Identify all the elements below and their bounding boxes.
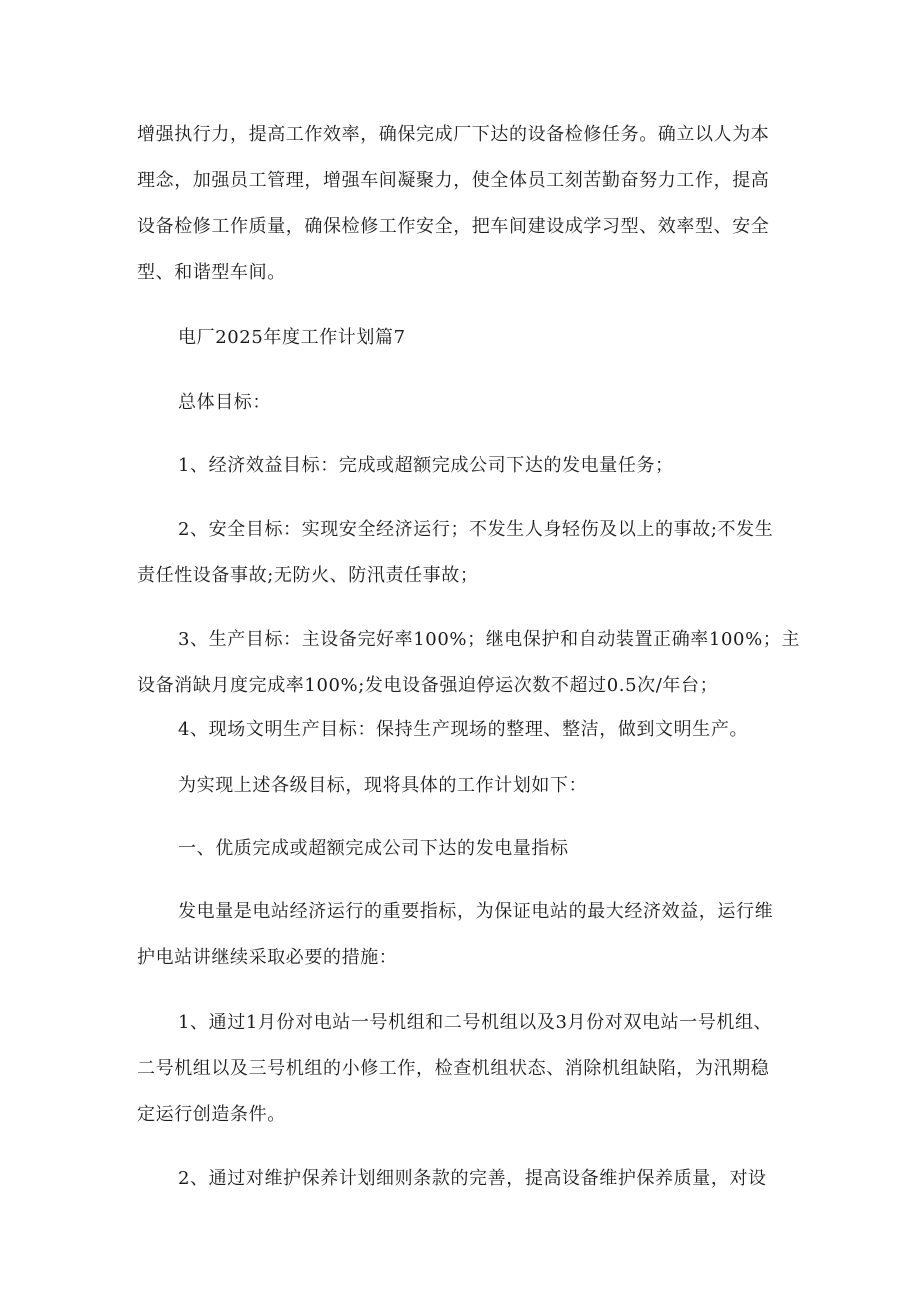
paragraph-line: 增强执行力，提高工作效率，确保完成厂下达的设备检修任务。确立以人为本 bbox=[137, 124, 770, 145]
goal-item-safety: 2、安全目标：实现安全经济运行；不发生人身轻伤及以上的事故;不发生 bbox=[178, 519, 774, 540]
paragraph-line: 理念，加强员工管理，增强车间凝聚力，使全体员工刻苦勤奋努力工作，提高 bbox=[137, 170, 770, 191]
subsection-heading: 一、优质完成或超额完成公司下达的发电量指标 bbox=[178, 838, 569, 859]
paragraph-line: 护电站讲继续采取必要的措施： bbox=[137, 947, 398, 968]
paragraph-line: 责任性设备事故;无防火、防汛责任事故； bbox=[137, 565, 479, 586]
section-heading: 电厂2025年度工作计划篇7 bbox=[178, 327, 406, 348]
measure-item-2: 2、通过对维护保养计划细则条款的完善，提高设备维护保养质量，对设 bbox=[178, 1168, 767, 1189]
paragraph-line: 型、和谐型车间。 bbox=[137, 262, 286, 283]
goal-item-civilized: 4、现场文明生产目标：保持生产现场的整理、整洁，做到文明生产。 bbox=[178, 719, 749, 740]
plan-intro: 为实现上述各级目标，现将具体的工作计划如下： bbox=[178, 775, 588, 796]
paragraph-line: 二号机组以及三号机组的小修工作，检查机组状态、消除机组缺陷，为汛期稳 bbox=[137, 1058, 770, 1079]
paragraph-line: 发电量是电站经济运行的重要指标，为保证电站的最大经济效益，运行维 bbox=[178, 901, 774, 922]
measure-item-1: 1、通过1月份对电站一号机组和二号机组以及3月份对双电站一号机组、 bbox=[178, 1012, 773, 1033]
paragraph-line: 设备消缺月度完成率100%;发电设备强迫停运次数不超过0.5次/年台； bbox=[137, 675, 719, 696]
goal-item-economic: 1、经济效益目标：完成或超额完成公司下达的发电量任务； bbox=[178, 455, 674, 476]
overall-goal-heading: 总体目标： bbox=[178, 392, 271, 413]
goal-item-production: 3、生产目标：主设备完好率100%；继电保护和自动装置正确率100%；主 bbox=[178, 629, 800, 650]
paragraph-line: 设备检修工作质量，确保检修工作安全，把车间建设成学习型、效率型、安全 bbox=[137, 216, 770, 237]
paragraph-line: 定运行创造条件。 bbox=[137, 1104, 286, 1125]
